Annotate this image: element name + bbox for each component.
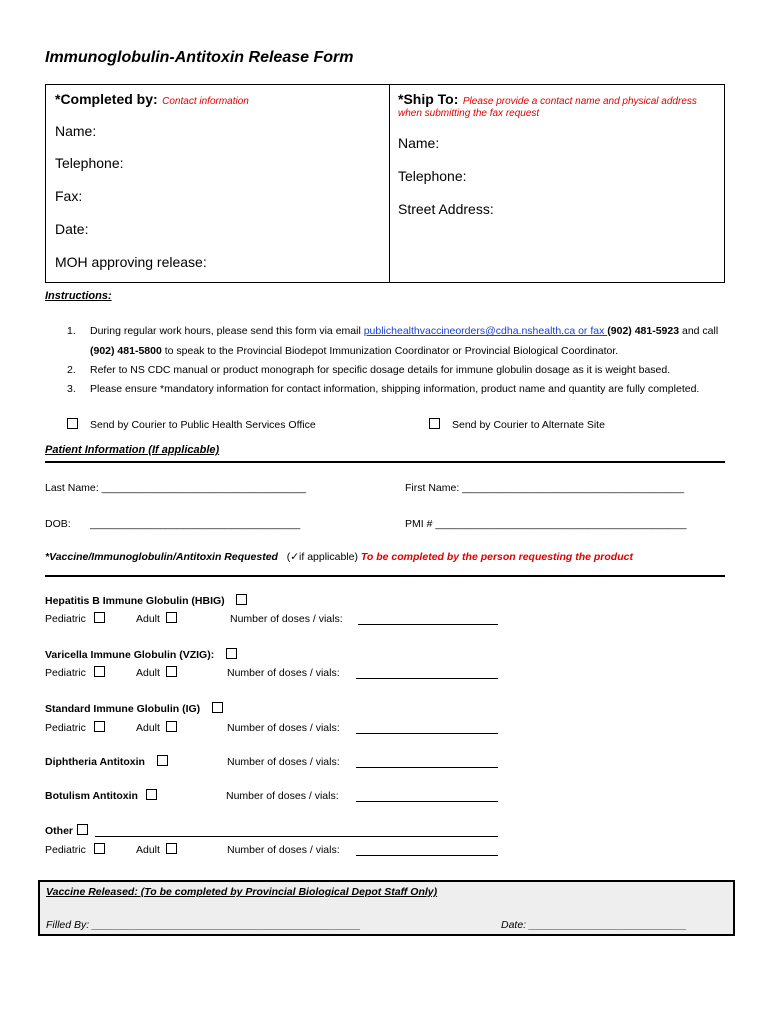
moh-approving-field[interactable]: MOH approving release: xyxy=(55,254,207,270)
patient-info-heading: Patient Information (If applicable) xyxy=(45,444,220,456)
filled-by-field[interactable]: Filled By: ______________________________________________ xyxy=(46,919,361,931)
instruction-1-line1 xyxy=(90,325,718,337)
last-name-field[interactable]: Last Name: ___________________________________ xyxy=(45,482,306,494)
vzig-doses-label: Number of doses / vials: xyxy=(227,667,340,679)
if-applicable-note: (✓if applicable) xyxy=(286,551,358,563)
instruction-1-text-b: and call xyxy=(679,325,719,337)
dob-label: DOB: xyxy=(45,518,71,530)
other-specify-input[interactable] xyxy=(95,836,498,837)
vzig-label: Varicella Immune Globulin (VZIG): xyxy=(45,649,215,661)
completed-name-field[interactable]: Name: xyxy=(55,123,97,139)
requested-heading: *Vaccine/Immunoglobulin/Antitoxin Requested xyxy=(45,551,278,563)
completed-by-heading xyxy=(55,91,249,109)
vzig-checkbox[interactable] xyxy=(226,648,237,659)
instruction-2-num: 2. xyxy=(67,364,76,376)
ship-name-field[interactable]: Name: xyxy=(398,135,440,151)
ig-doses-label: Number of doses / vials: xyxy=(227,722,340,734)
instructions-title: Instructions: xyxy=(45,290,112,302)
ig-pediatric-label: Pediatric xyxy=(45,722,86,734)
instruction-3-text: Please ensure *mandatory information for contact information, shipping information, product name and quantity are fully completed. xyxy=(90,383,700,395)
contact-divider xyxy=(389,85,390,282)
hbig-pediatric-checkbox[interactable] xyxy=(94,612,105,623)
other-pediatric-label: Pediatric xyxy=(45,844,86,856)
ship-street-address-field[interactable]: Street Address: xyxy=(398,201,494,217)
pmi-field[interactable]: PMI # ___________________________________________ xyxy=(405,518,687,530)
instruction-1-text-c: to speak to the Provincial Biodepot Immunization Coordinator or Provincial Biological Coordinator. xyxy=(161,345,619,357)
hbig-adult-label: Adult xyxy=(136,613,160,625)
ig-doses-input[interactable] xyxy=(356,733,498,734)
diphtheria-checkbox[interactable] xyxy=(157,755,168,766)
contact-box xyxy=(45,84,725,283)
ig-label: Standard Immune Globulin (IG) xyxy=(45,703,201,715)
hbig-doses-label: Number of doses / vials: xyxy=(230,613,343,625)
courier-phs-checkbox[interactable] xyxy=(67,418,78,429)
order-email-link[interactable]: publichealthvaccineorders@cdha.nshealth.ca or fax xyxy=(363,325,608,337)
hbig-checkbox[interactable] xyxy=(236,594,247,605)
other-checkbox[interactable] xyxy=(77,824,88,835)
diphtheria-doses-input[interactable] xyxy=(356,767,498,768)
requested-red-note: To be completed by the person requesting the product xyxy=(360,551,633,563)
ig-adult-checkbox[interactable] xyxy=(166,721,177,732)
requested-rule xyxy=(45,575,725,577)
other-pediatric-checkbox[interactable] xyxy=(94,843,105,854)
hbig-pediatric-label: Pediatric xyxy=(45,613,86,625)
other-doses-label: Number of doses / vials: xyxy=(227,844,340,856)
completed-by-note: Contact information xyxy=(162,96,249,107)
vzig-adult-label: Adult xyxy=(136,667,160,679)
botulism-checkbox[interactable] xyxy=(146,789,157,800)
ship-to-note-line1: Please provide a contact name and physical address xyxy=(462,96,697,107)
vzig-adult-checkbox[interactable] xyxy=(166,666,177,677)
phone-number: (902) 481-5800 xyxy=(90,345,162,357)
ship-to-note-line2: when submitting the fax request xyxy=(398,108,540,119)
courier-phs-label: Send by Courier to Public Health Services Office xyxy=(90,419,316,431)
completed-telephone-field[interactable]: Telephone: xyxy=(55,155,124,171)
released-date-field[interactable]: Date: ___________________________ xyxy=(501,919,687,931)
ig-adult-label: Adult xyxy=(136,722,160,734)
instruction-3-num: 3. xyxy=(67,383,76,395)
hbig-label: Hepatitis B Immune Globulin (HBIG) xyxy=(45,595,225,607)
other-label: Other xyxy=(45,825,74,837)
other-doses-input[interactable] xyxy=(356,855,498,856)
ig-pediatric-checkbox[interactable] xyxy=(94,721,105,732)
first-name-field[interactable]: First Name: ______________________________________ xyxy=(405,482,685,494)
vzig-pediatric-label: Pediatric xyxy=(45,667,86,679)
vzig-doses-input[interactable] xyxy=(356,678,498,679)
ship-to-label: *Ship To: xyxy=(398,91,459,107)
completed-fax-field[interactable]: Fax: xyxy=(55,188,83,204)
requested-heading-line xyxy=(45,551,633,563)
diphtheria-label: Diphtheria Antitoxin xyxy=(45,756,145,768)
vzig-pediatric-checkbox[interactable] xyxy=(94,666,105,677)
completed-by-label: *Completed by: xyxy=(55,91,158,107)
fax-number: (902) 481-5923 xyxy=(607,325,680,337)
instruction-1-num: 1. xyxy=(67,325,76,337)
botulism-label: Botulism Antitoxin xyxy=(45,790,138,802)
botulism-doses-input[interactable] xyxy=(356,801,498,802)
ship-telephone-field[interactable]: Telephone: xyxy=(398,168,467,184)
instruction-1-text-a: During regular work hours, please send this form via email xyxy=(90,325,364,337)
form-title: Immunoglobulin-Antitoxin Release Form xyxy=(45,49,354,66)
botulism-doses-label: Number of doses / vials: xyxy=(226,790,339,802)
other-adult-checkbox[interactable] xyxy=(166,843,177,854)
other-adult-label: Adult xyxy=(136,844,160,856)
vaccine-released-heading: Vaccine Released: (To be completed by Provincial Biological Depot Staff Only) xyxy=(46,886,438,898)
vaccine-released-box xyxy=(38,880,735,936)
hbig-doses-input[interactable] xyxy=(358,624,498,625)
instruction-2-text: Refer to NS CDC manual or product monograph for specific dosage details for immune globulin dosage as it is weight based. xyxy=(90,364,671,376)
patient-info-rule xyxy=(45,461,725,463)
ship-to-heading xyxy=(398,91,697,109)
courier-alternate-label: Send by Courier to Alternate Site xyxy=(452,419,605,431)
courier-alternate-checkbox[interactable] xyxy=(429,418,440,429)
diphtheria-doses-label: Number of doses / vials: xyxy=(227,756,340,768)
completed-date-field[interactable]: Date: xyxy=(55,221,89,237)
instruction-1-line2 xyxy=(90,345,618,357)
dob-field[interactable]: ____________________________________ xyxy=(90,518,301,530)
ig-checkbox[interactable] xyxy=(212,702,223,713)
hbig-adult-checkbox[interactable] xyxy=(166,612,177,623)
